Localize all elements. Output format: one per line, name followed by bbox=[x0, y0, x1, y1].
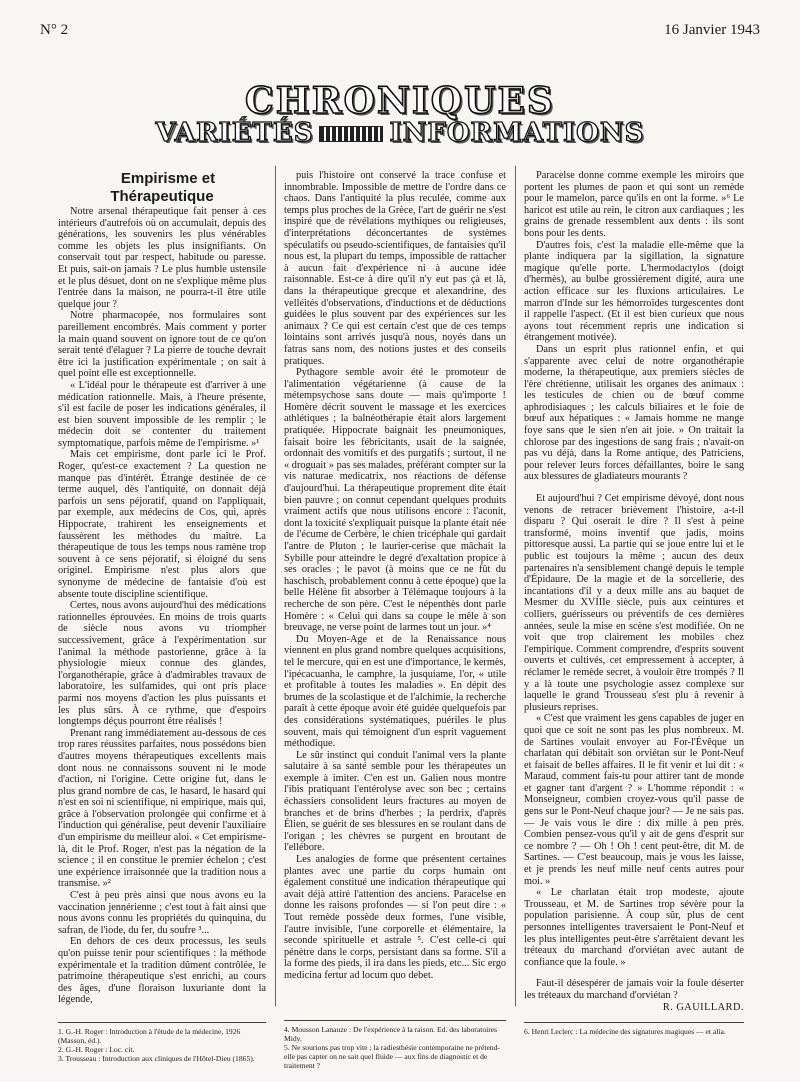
paragraph: D'autres fois, c'est la maladie elle-même que la plante indiquera par la sigillation, la signature magique qu'elle porte. L'hermodactylos (doigt d'hermès), au bulbe grossièrement digité, aura une action efficace sur les fluxions articulaires. Le marron d'Inde sur les hémorroïdes turgescentes dont il rappelle l'aspect. (Et il est bien curieux que nous ayons tout récemment repris une indication si étrangement motivée). bbox=[524, 239, 744, 344]
paragraph: puis l'histoire ont conservé la trace confuse et innombrable. Impossible de mettre de l'ordre dans ce chaos. Dans l'antiquité la plus reculée, comme aux temps plus proches de la Grèce, l'art de guérir ne s'est inspiré que de révélations mythiques ou religieuses, d'interprétations déconcertantes de systèmes spéculatifs ou pseudo-scientifiques, de fantaisies qu'il nous est, la plupart du temps, impossible de rattacher à aucun fait d'expérience ni à aucune idée raisonnable. Est-ce à dire qu'il n'y eut pas çà et là, dans la thérapeutique grecque et alexandrine, des velléités d'observations, d'inductions et de déductions guidées le plus souvent par des expériences sur les animaux ? Ce qui est certain c'est que de ces temps lointains sont arrivés jusqu'à nous, noyés dans un fatras sans nom, des notions justes et des conseils pratiques. bbox=[284, 170, 506, 367]
paragraph: Paracelse donne comme exemple les miroirs que portent les plumes de paon et qui sont un remède pour le mamelon, parce qu'ils en ont la forme. »⁶ Le haricot est utile au rein, le citron aux cardiaques ; les grains de grenade ressemblent aux dents : ils sont bons pour les dents. bbox=[524, 170, 744, 239]
page-header bbox=[40, 22, 760, 42]
ornament-icon bbox=[319, 126, 383, 142]
paragraph: Certes, nous avons aujourd'hui des médications rationnelles éprouvées. En moins de trois quarts de siècle nous avons vu triompher successivement, grâce à l'expérimentation sur l'animal la méthode pastorienne, grâce à la physiologie mieux connue des glandes, l'organothérapie, grâce à d'admirables travaux de laboratoire, les sulfamides, qui ont pris place parmi nos moyens d'action les plus puissants et les plus sûrs. À ce rythme, que d'espoirs longtemps déçus pourront être réalisés ! bbox=[58, 600, 266, 728]
author-signature: R. GAUILLARD. bbox=[662, 1001, 744, 1013]
paragraph: « Le charlatan était trop modeste, ajoute Trousseau, et M. de Sartines trop sévère pour la population parisienne. À coup sûr, plus de cent personnes intelligentes traversaient le Pont-Neuf et les plus intelligentes peut-être s'arrêtaient devant les tréteaux du marchand d'orviétan avec autant de confiance que la foule. » bbox=[524, 887, 744, 968]
paragraph: Les analogies de forme que présentent certaines plantes avec une partie du corps humain ont également constitué une indication thérapeutique qui avait déjà attiré l'attention des anciens. Paracelse en donne les raisons profondes — si l'on peut dire : « Tout remède possède deux formes, l'une visible, l'autre invisible, l'une corporelle et élémentaire, la seconde spirituelle et astrale ⁵. C'est celle-ci qui pénètre dans le corps, persistant dans sa forme. S'il a la forme des pieds, il ira dans les pieds, etc... Sic ergo medicina fertur ad locum quo debet. bbox=[284, 854, 506, 981]
footnote: 3. Trousseau : Introduction aux cliniques de l'Hôtel-Dieu (1865). bbox=[58, 1054, 255, 1063]
masthead-informations: INFORMATIONS bbox=[389, 118, 645, 148]
column-divider bbox=[515, 166, 516, 1006]
paragraph: Mais cet empirisme, dont parle ici le Prof. Roger, qu'est-ce exactement ? La question ne manque pas d'intérêt. Étrange destinée de ce terme auquel, dès l'antiquité, on donnait déjà parfois un sens péjoratif, quand on l'appliquait, par exemple, aux médecins de Cos, qui, après Hippocrate, trahirent les enseignements et faussèrent les méthodes du maître. La thérapeutique de tous les temps nous ramène trop souvent à ce sens péjoratif, si éloigné du sens originel. Empirisme n'est plus alors que synonyme de médecine de fantaisie d'où est absente toute discipline scientifique. bbox=[58, 449, 266, 600]
footnote: 5. Ne sourions pas trop vite ; la radiesthésie contemporaine ne prétend-elle pas capter on ne sait quel fluide — aux fins de diagnostic et de traitement ? bbox=[284, 1043, 500, 1070]
footnote: 4. Mousson Lanauze : De l'expérience à la raison. Ed. des laboratoires Midy. bbox=[284, 1025, 498, 1043]
column-divider bbox=[275, 166, 276, 1006]
closing-paragraph: Faut-il désespérer de jamais voir la foule déserter les tréteaux du marchand d'orviétan ? bbox=[524, 978, 744, 1001]
footnote: 1. G.-H. Roger : Introduction à l'étude de la médecine, 1926 (Masson, éd.). bbox=[58, 1027, 241, 1045]
masthead-title: CHRONIQUES bbox=[245, 80, 555, 122]
paragraph: En dehors de ces deux processus, les seuls qu'on puisse tenir pour scientifiques : la méthode expérimentale et la tradition dûment contrôlée, le patrimoine thérapeutique s'est enrichi, au cours des âges, d'une floraison luxuriante dont la légende, bbox=[58, 936, 266, 1006]
paragraph: Dans un esprit plus rationnel enfin, et qui s'apparente avec celui de notre organothérapie moderne, la thérapeutique, aux premiers siècles de l'ère chrétienne, utilisait les organes des animaux : les testicules de chien ou de bœuf comme aphrodisiaques ; les calculs biliaires et le foie de bœuf aux hépatiques : « Jamais homme ne mange foye sans que le sien n'en ait joie. » On traitait la chlorose par des ingestions de sang frais ; n'avait-on pas vu déjà, dans la Rome antique, des Patriciens, pour relever leurs forces défaillantes, boire le sang aux blessures de gladiateurs mourants ? bbox=[524, 343, 744, 483]
masthead-varietes: VARIÉTÉS bbox=[155, 118, 314, 148]
paragraph: Pythagore semble avoir été le promoteur de l'alimentation végétarienne (à cause de la métempsychose sans doute — mais qu'importe ! Homère décrit souvent le massage et les exercices athlétiques ; la balnéothérapie était alors largement pratiquée. Hippocrate baignait les pneumoniques, faisait boire les fébricitants, usait de la saignée, ordonnait des vomitifs et des purgatifs ; surtout, il ne « droguait » pas ses malades, préférant compter sur la vis naturae medicatrix, nos réactions de défense d'aujourd'hui. La thérapeutique proprement dite était bien pauvre ; on connut cependant quelques produits vraiment actifs que nous utilisons encore : l'aconit, dont la toxicité s'expliquait puisque la plante était née de l'écume de Cerbère, le chien tricéphale qui gardait l'antre de Pluton ; le laurier-cerise que mâchait la Sybille pour atteindre le degré d'exaltation propice à ses oracles ; le pavot (à moins que ce ne fût du haschisch, probablement connu à cette époque) que la belle Hélène fit absorber à Télémaque toujours à la recherche de son père. C'est le népenthès dont parle Homère : « Celui qui dans sa coupe le mêle à son breuvage, ne verse point de larmes tout un jour. »⁴ bbox=[284, 367, 506, 634]
footnotes-column-2 bbox=[284, 1020, 506, 1070]
paragraph: Du Moyen-Age et de la Renaissance nous viennent en plus grand nombre quelques acquisitions, tel le mercure, qui en est une d'importance, le kermès, l'ipécacuanha, le camphre, la jusquiame, l'or, « utile et profitable à toutes les maladies ». En dépit des brumes de la scolastique et de l'alchimie, la recherche paraît à cette époque avoir été guidée quelquefois par des considérations systématiques, puériles le plus souvent, mais qui témoignent d'un esprit vaguement méthodique. bbox=[284, 633, 507, 750]
issue-date: 16 Janvier 1943 bbox=[664, 22, 760, 38]
footnotes-column-3 bbox=[524, 1022, 744, 1036]
paragraph: Notre arsenal thérapeutique fait penser à ces intérieurs d'autrefois où on accumulait, depuis des générations, les souvenirs les plus vénérables comme les objets les plus insignifiants. On conservait tout par respect, habitude ou paresse. Et puis, sait-on jamais ? Le plus humble ustensile et le plus désuet, dont on ne s'explique même plus l'entrée dans la maison, ne pourra-t-il être utile quelque jour ? bbox=[58, 206, 266, 310]
article-title: Empirisme et Thérapeutique bbox=[110, 170, 216, 205]
paragraph: C'est à peu près ainsi que nous avons eu la vaccination jennérienne ; c'est tout à fait ainsi que nous avons connu les propriétés du quinquina, du safran, de l'iode, du fer, du soufre ³... bbox=[58, 890, 266, 936]
paragraph: Notre pharmacopée, nos formulaires sont pareillement encombrés. Mais comment y porter la main quand souvent on ignore tout de ce qu'on serait tenté d'élaguer ? La pierre de touche devrait être ici la justification expérimentale ; on sait à quel point elle est exceptionnelle. bbox=[58, 310, 266, 380]
article-column-2 bbox=[284, 170, 506, 982]
footnote: 6. Henri Leclerc : La médecine des signatures magiques — et alia. bbox=[524, 1027, 726, 1036]
masthead-subtitle bbox=[0, 118, 800, 148]
paragraph: « C'est que vraiment les gens capables de juger en quoi que ce soit ne sont pas les plus nombreux. M. de Sartines voulait envoyer au For-l'Évêque un charlatan qui débitait son orviétan sur le Pont-Neuf et faisait de belles affaires. Il le fit venir et lui dit : « Maraud, comment fais-tu pour attirer tant de monde et gagner tant d'argent ? » L'homme répondit : « Monseigneur, combien croyez-vous qu'il passe de gens sur le Pont-Neuf chaque jour? — Je ne sais pas. — Je vais vous le dire : dix mille à peu près. Combien pensez-vous qu'il y ait de gens d'esprit sur ce nombre ? — Oh ! Oh ! cent peut-être, dit M. de Sartines. — C'est beaucoup, mais je vous les laisse, et je prends les neuf mille neuf cents autres pour moi. » bbox=[524, 713, 744, 887]
issue-number: N° 2 bbox=[40, 22, 69, 38]
footnote: 2. G.-H. Roger : Loc. cit. bbox=[58, 1045, 135, 1054]
article-column-1 bbox=[58, 170, 266, 1006]
paragraph: « L'idéal pour le thérapeute est d'arriver à une médication rationnelle. Mais, à l'heure présente, s'il est facile de poser les indications générales, il est bien souvent impossible de les remplir ; le médecin doit se contenter du traitement symptomatique, parfois même de l'empirisme. »¹ bbox=[58, 379, 266, 449]
footnotes-column-1 bbox=[58, 1022, 266, 1063]
article-column-3 bbox=[524, 170, 744, 1013]
paragraph: Et aujourd'hui ? Cet empirisme dévoyé, dont nous venons de retracer brièvement l'histoire, a-t-il disparu ? Qui oserait le dire ? Il s'est à peine transformé, moins inventif que jadis, moins pittoresque aussi. La partie qui se joue entre lui et le public est toujours la même ; aucun des deux partenaires n'a sensiblement changé depuis le temple d'Épidaure. De la magie et de la sorcellerie, des incantations d'il y a deux mille ans au baquet de Mesmer du XVIIIe siècle, puis aux ceintures et colliers, guérisseurs ou préventifs de ces dernières années, seule la mise en scène s'est modifiée. On ne voit que trop clairement les mobiles chez l'empirique. Comment comprendre, d'esprits souvent ouverts et cultivés, cet empressement à accepter, à réclamer le remède secret, à vouloir être trompés ? Il y a là toute une psychologie assez complexe sur laquelle le grand Trousseau s'est plu à revenir à plusieurs reprises. bbox=[524, 493, 744, 713]
paragraph: Prenant rang immédiatement au-dessous de ces trop rares réussites parfaites, nous possédons bien d'autres moyens thérapeutiques excellents mais dont nous ne connaissons souvent ni le mode d'action, ni l'origine. Cette origine fut, dans le plus grand nombre de cas, le hasard, le hasard qui n'est en soi ni scientifique, ni empirique, mais qui, grâce à l'observation prolongée qui confirme et à l'induction qui généralise, peut devenir l'auxiliaire d'un empirisme du meilleur aloi. « Cet empirisme-là, dit le Prof. Roger, n'est pas la négation de la science ; il en constitue le premier échelon ; c'est une expérience irraisonnée que la tradition nous a transmise. »² bbox=[58, 727, 266, 890]
paragraph: Le sûr instinct qui conduit l'animal vers la plante salutaire à sa santé semble pour les thérapeutes un exemple à imiter. C'en est un. Galien nous montre l'ibis pratiquant l'entérolyse avec son bec ; certains échassiers consolident leurs fractures au moyen de branches et de brins d'herbes ; la perdrix, d'après Élien, se guérit de ses blessures en se roulant dans de l'origan ; les chèvres se purgent en broutant de l'ellébore. bbox=[284, 749, 506, 854]
